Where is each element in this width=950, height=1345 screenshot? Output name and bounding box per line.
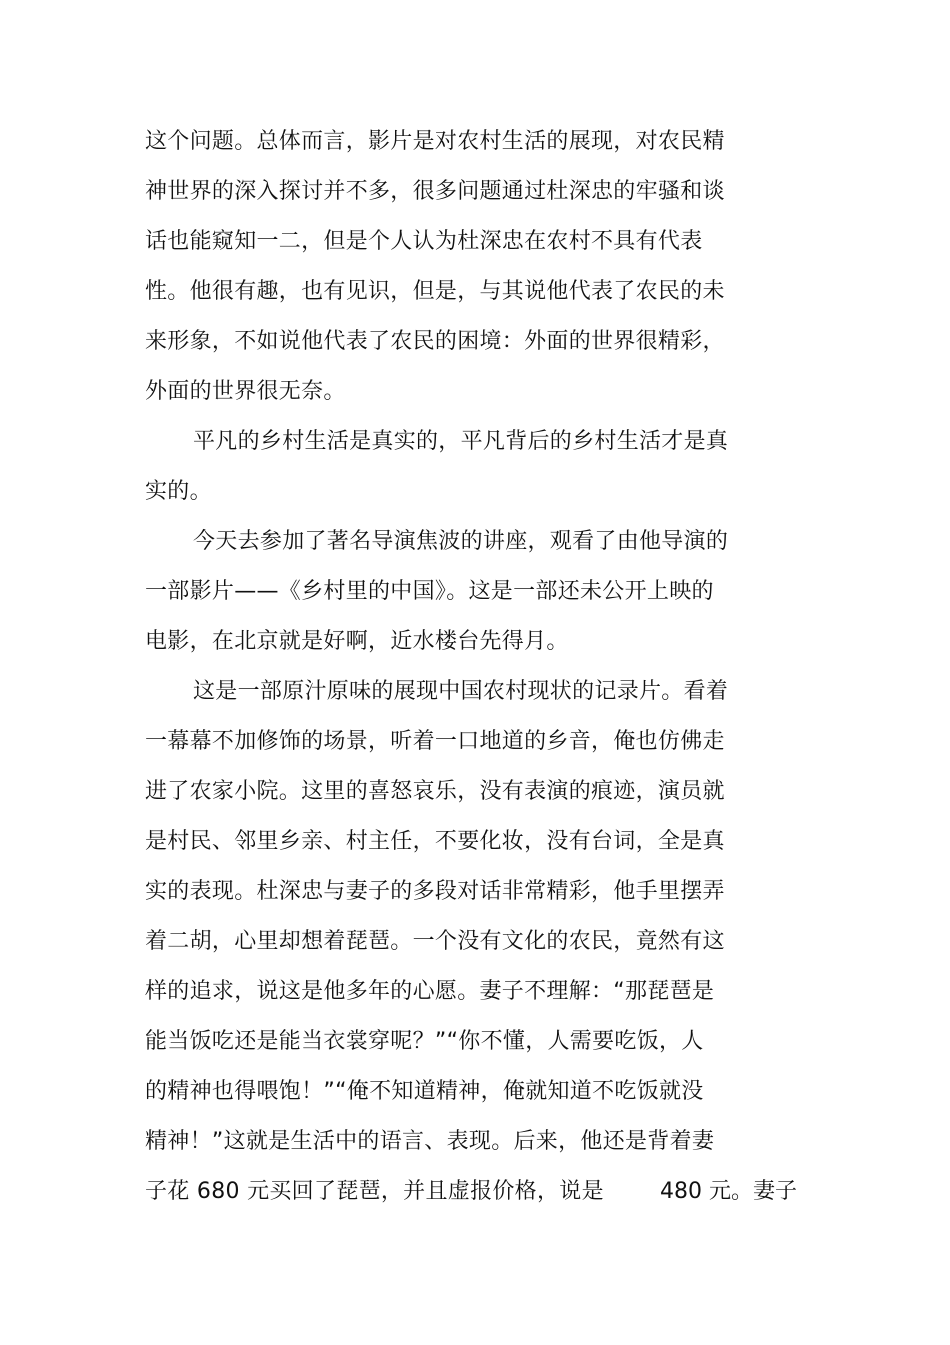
- text-line-19: 能当饭吃还是能当衣裳穿呢？”“你不懂，人需要吃饭，人: [145, 1029, 704, 1054]
- text-line-15: 是村民、邻里乡亲、村主任，不要化妆，没有台词，全是真: [145, 829, 725, 854]
- text-line-9: 今天去参加了著名导演焦波的讲座，观看了由他导演的: [193, 529, 729, 554]
- text-line-4: 性。他很有趣，也有见识，但是，与其说他代表了农民的未: [145, 279, 725, 304]
- text-line-21: 精神！”这就是生活中的语言、表现。后来，他还是背着妻: [145, 1129, 715, 1154]
- text-line-18: 样的追求，说这是他多年的心愿。妻子不理解：“那琵琶是: [145, 979, 715, 1004]
- text-line-2: 神世界的深入探讨并不多，很多问题通过杜深忠的牢骚和谈: [145, 179, 725, 204]
- text-line-14: 进了农家小院。这里的喜怒哀乐，没有表演的痕迹，演员就: [145, 779, 725, 804]
- text-line-7: 平凡的乡村生活是真实的，平凡背后的乡村生活才是真: [193, 429, 729, 454]
- text-line-12: 这是一部原汁原味的展现中国农村现状的记录片。看着: [193, 679, 729, 704]
- text-line-22-tail: 480 元。妻子: [660, 1179, 797, 1204]
- text-line-20: 的精神也得喂饱！”“俺不知道精神，俺就知道不吃饭就没: [145, 1079, 704, 1104]
- text-line-8: 实的。: [145, 479, 212, 504]
- text-line-22: 子花 680 元买回了琵琶，并且虚报价格，说是: [145, 1179, 604, 1204]
- text-line-5: 来形象，不如说他代表了农民的困境：外面的世界很精彩，: [145, 329, 725, 354]
- text-line-17: 着二胡，心里却想着琵琶。一个没有文化的农民，竟然有这: [145, 929, 725, 954]
- text-line-3: 话也能窥知一二，但是个人认为杜深忠在农村不具有代表: [145, 229, 703, 254]
- text-line-13: 一幕幕不加修饰的场景，听着一口地道的乡音，俺也仿佛走: [145, 729, 725, 754]
- text-line-11: 电影，在北京就是好啊，近水楼台先得月。: [145, 629, 569, 654]
- text-line-16: 实的表现。杜深忠与妻子的多段对话非常精彩，他手里摆弄: [145, 879, 725, 904]
- text-line-6: 外面的世界很无奈。: [145, 379, 346, 404]
- text-line-1: 这个问题。总体而言，影片是对农村生活的展现，对农民精: [145, 129, 725, 154]
- text-line-10: 一部影片——《乡村里的中国》。这是一部还未公开上映的: [145, 579, 714, 604]
